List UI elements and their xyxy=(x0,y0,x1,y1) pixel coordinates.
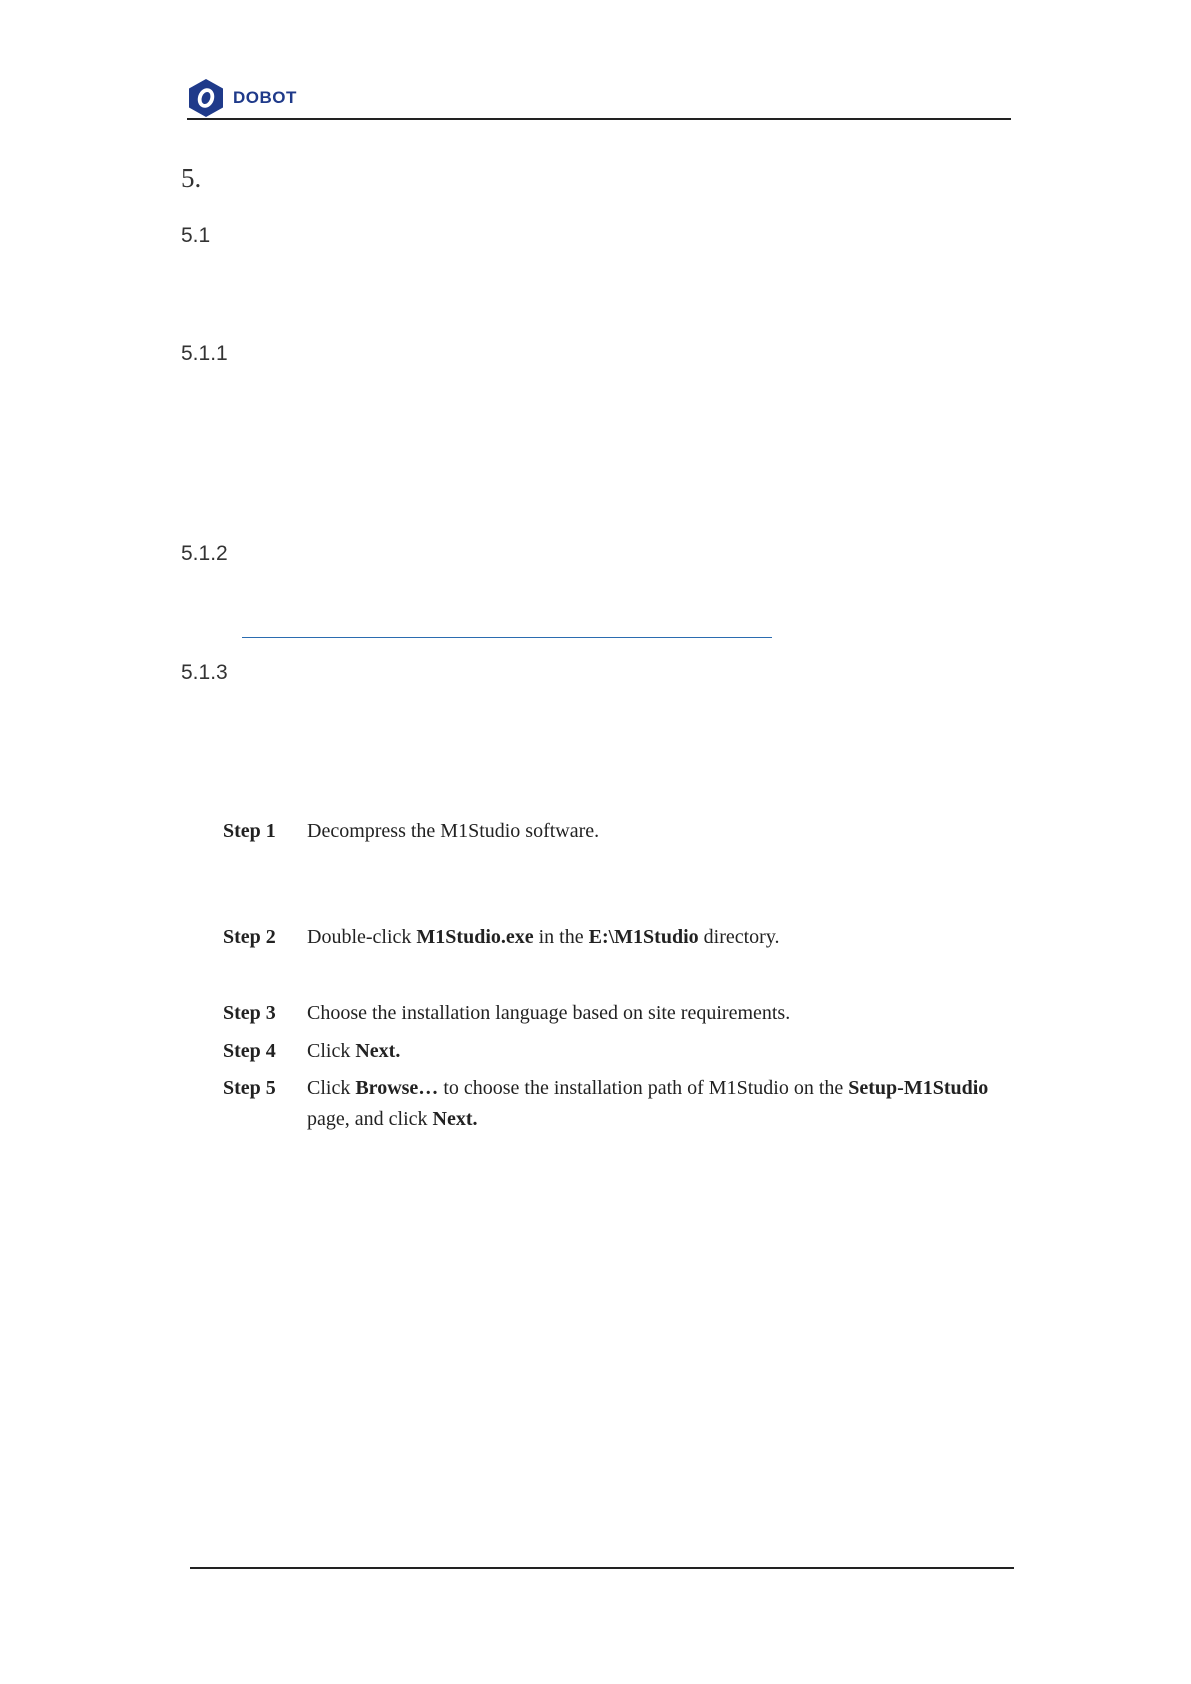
filename-emphasis: M1Studio.exe xyxy=(416,926,534,948)
step-text-part: Decompress the M1Studio software. xyxy=(307,820,600,842)
step-text-part: Choose the installation language based on site requirements. xyxy=(307,1002,791,1024)
step-text-part: Double-click xyxy=(307,926,417,948)
step-5 xyxy=(223,1073,1023,1135)
step-text-part: Click xyxy=(307,1040,356,1062)
step-label: Step 2 xyxy=(223,926,276,948)
step-label: Step 5 xyxy=(223,1077,276,1099)
step-label: Step 1 xyxy=(223,820,276,842)
step-text-part: to choose the installation path of M1Studio on the xyxy=(438,1077,849,1099)
page-name-emphasis: Setup-M1Studio xyxy=(848,1077,989,1099)
step-text xyxy=(307,998,1023,1029)
hyperlink-underline[interactable] xyxy=(242,637,772,638)
header-divider xyxy=(187,118,1011,120)
section-heading-5-1-2: 5.1.2 xyxy=(181,542,228,565)
step-3 xyxy=(223,998,1023,1029)
dobot-logo xyxy=(187,78,297,118)
step-4 xyxy=(223,1036,1023,1067)
step-text-part: page, and click xyxy=(307,1108,433,1130)
step-text xyxy=(307,1073,1023,1135)
button-name-emphasis: Next. xyxy=(432,1108,478,1130)
section-heading-5-1: 5.1 xyxy=(181,224,211,247)
step-text xyxy=(307,816,1023,847)
step-text xyxy=(307,1036,1023,1067)
step-2 xyxy=(223,922,1023,953)
dobot-logo-icon xyxy=(187,78,225,118)
step-1 xyxy=(223,816,1023,847)
directory-emphasis: E:\M1Studio xyxy=(588,926,699,948)
step-label: Step 3 xyxy=(223,1002,276,1024)
footer-divider xyxy=(190,1567,1014,1569)
section-heading-5-1-1: 5.1.1 xyxy=(181,342,228,365)
step-text-part: Click xyxy=(307,1077,356,1099)
step-label: Step 4 xyxy=(223,1040,276,1062)
step-text xyxy=(307,922,1023,953)
button-name-emphasis: Next. xyxy=(355,1040,401,1062)
section-heading-5-1-3: 5.1.3 xyxy=(181,661,228,684)
page-header xyxy=(187,74,1011,120)
chapter-number: 5. xyxy=(181,163,202,193)
logo-text: DOBOT xyxy=(233,88,297,107)
button-name-emphasis: Browse… xyxy=(355,1077,439,1099)
step-text-part: directory. xyxy=(698,926,780,948)
step-text-part: in the xyxy=(533,926,589,948)
